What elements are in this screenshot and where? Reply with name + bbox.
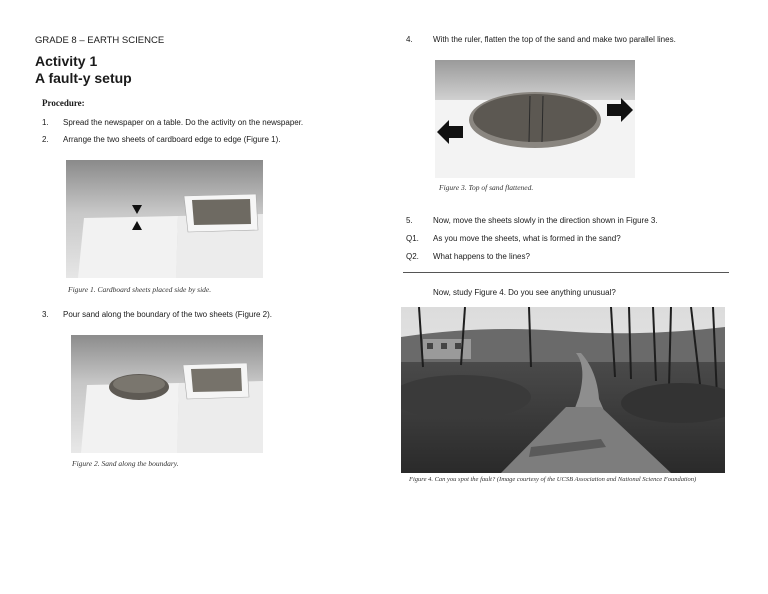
- figure-4-caption: Figure 4. Can you spot the fault? (Image courtesy of the UCSB Association and National Science Foundation): [409, 476, 697, 483]
- figure-4-photo: [401, 307, 725, 473]
- question-number: Q2.: [406, 252, 419, 261]
- question-text: What happens to the lines?: [433, 252, 530, 261]
- figure-3-photo: [435, 60, 635, 178]
- step-text: Spread the newspaper on a table. Do the activity on the newspaper.: [63, 118, 304, 127]
- figure-2-caption: Figure 2. Sand along the boundary.: [72, 459, 179, 468]
- figure-3-caption: Figure 3. Top of sand flattened.: [439, 183, 534, 192]
- figure-2-photo: [71, 335, 263, 453]
- step-number: 5.: [406, 216, 413, 225]
- activity-title: A fault-y setup: [35, 70, 132, 86]
- step-number: 3.: [42, 310, 49, 319]
- procedure-heading: Procedure:: [42, 98, 85, 108]
- step-text: With the ruler, flatten the top of the sand and make two parallel lines.: [433, 35, 676, 44]
- question-text: As you move the sheets, what is formed in the sand?: [433, 234, 621, 243]
- figure-1-caption: Figure 1. Cardboard sheets placed side by side.: [68, 285, 212, 294]
- step-text: Pour sand along the boundary of the two sheets (Figure 2).: [63, 310, 273, 319]
- study-prompt: Now, study Figure 4. Do you see anything unusual?: [433, 288, 616, 297]
- step-number: 2.: [42, 135, 49, 144]
- grade-header: GRADE 8 – EARTH SCIENCE: [35, 35, 165, 46]
- step-text: Arrange the two sheets of cardboard edge to edge (Figure 1).: [63, 135, 281, 144]
- figure-1-photo: [66, 160, 263, 278]
- section-divider: [403, 272, 729, 273]
- step-number: 1.: [42, 118, 49, 127]
- activity-number: Activity 1: [35, 53, 98, 69]
- step-text: Now, move the sheets slowly in the direction shown in Figure 3.: [433, 216, 658, 225]
- question-number: Q1.: [406, 234, 419, 243]
- step-number: 4.: [406, 35, 413, 44]
